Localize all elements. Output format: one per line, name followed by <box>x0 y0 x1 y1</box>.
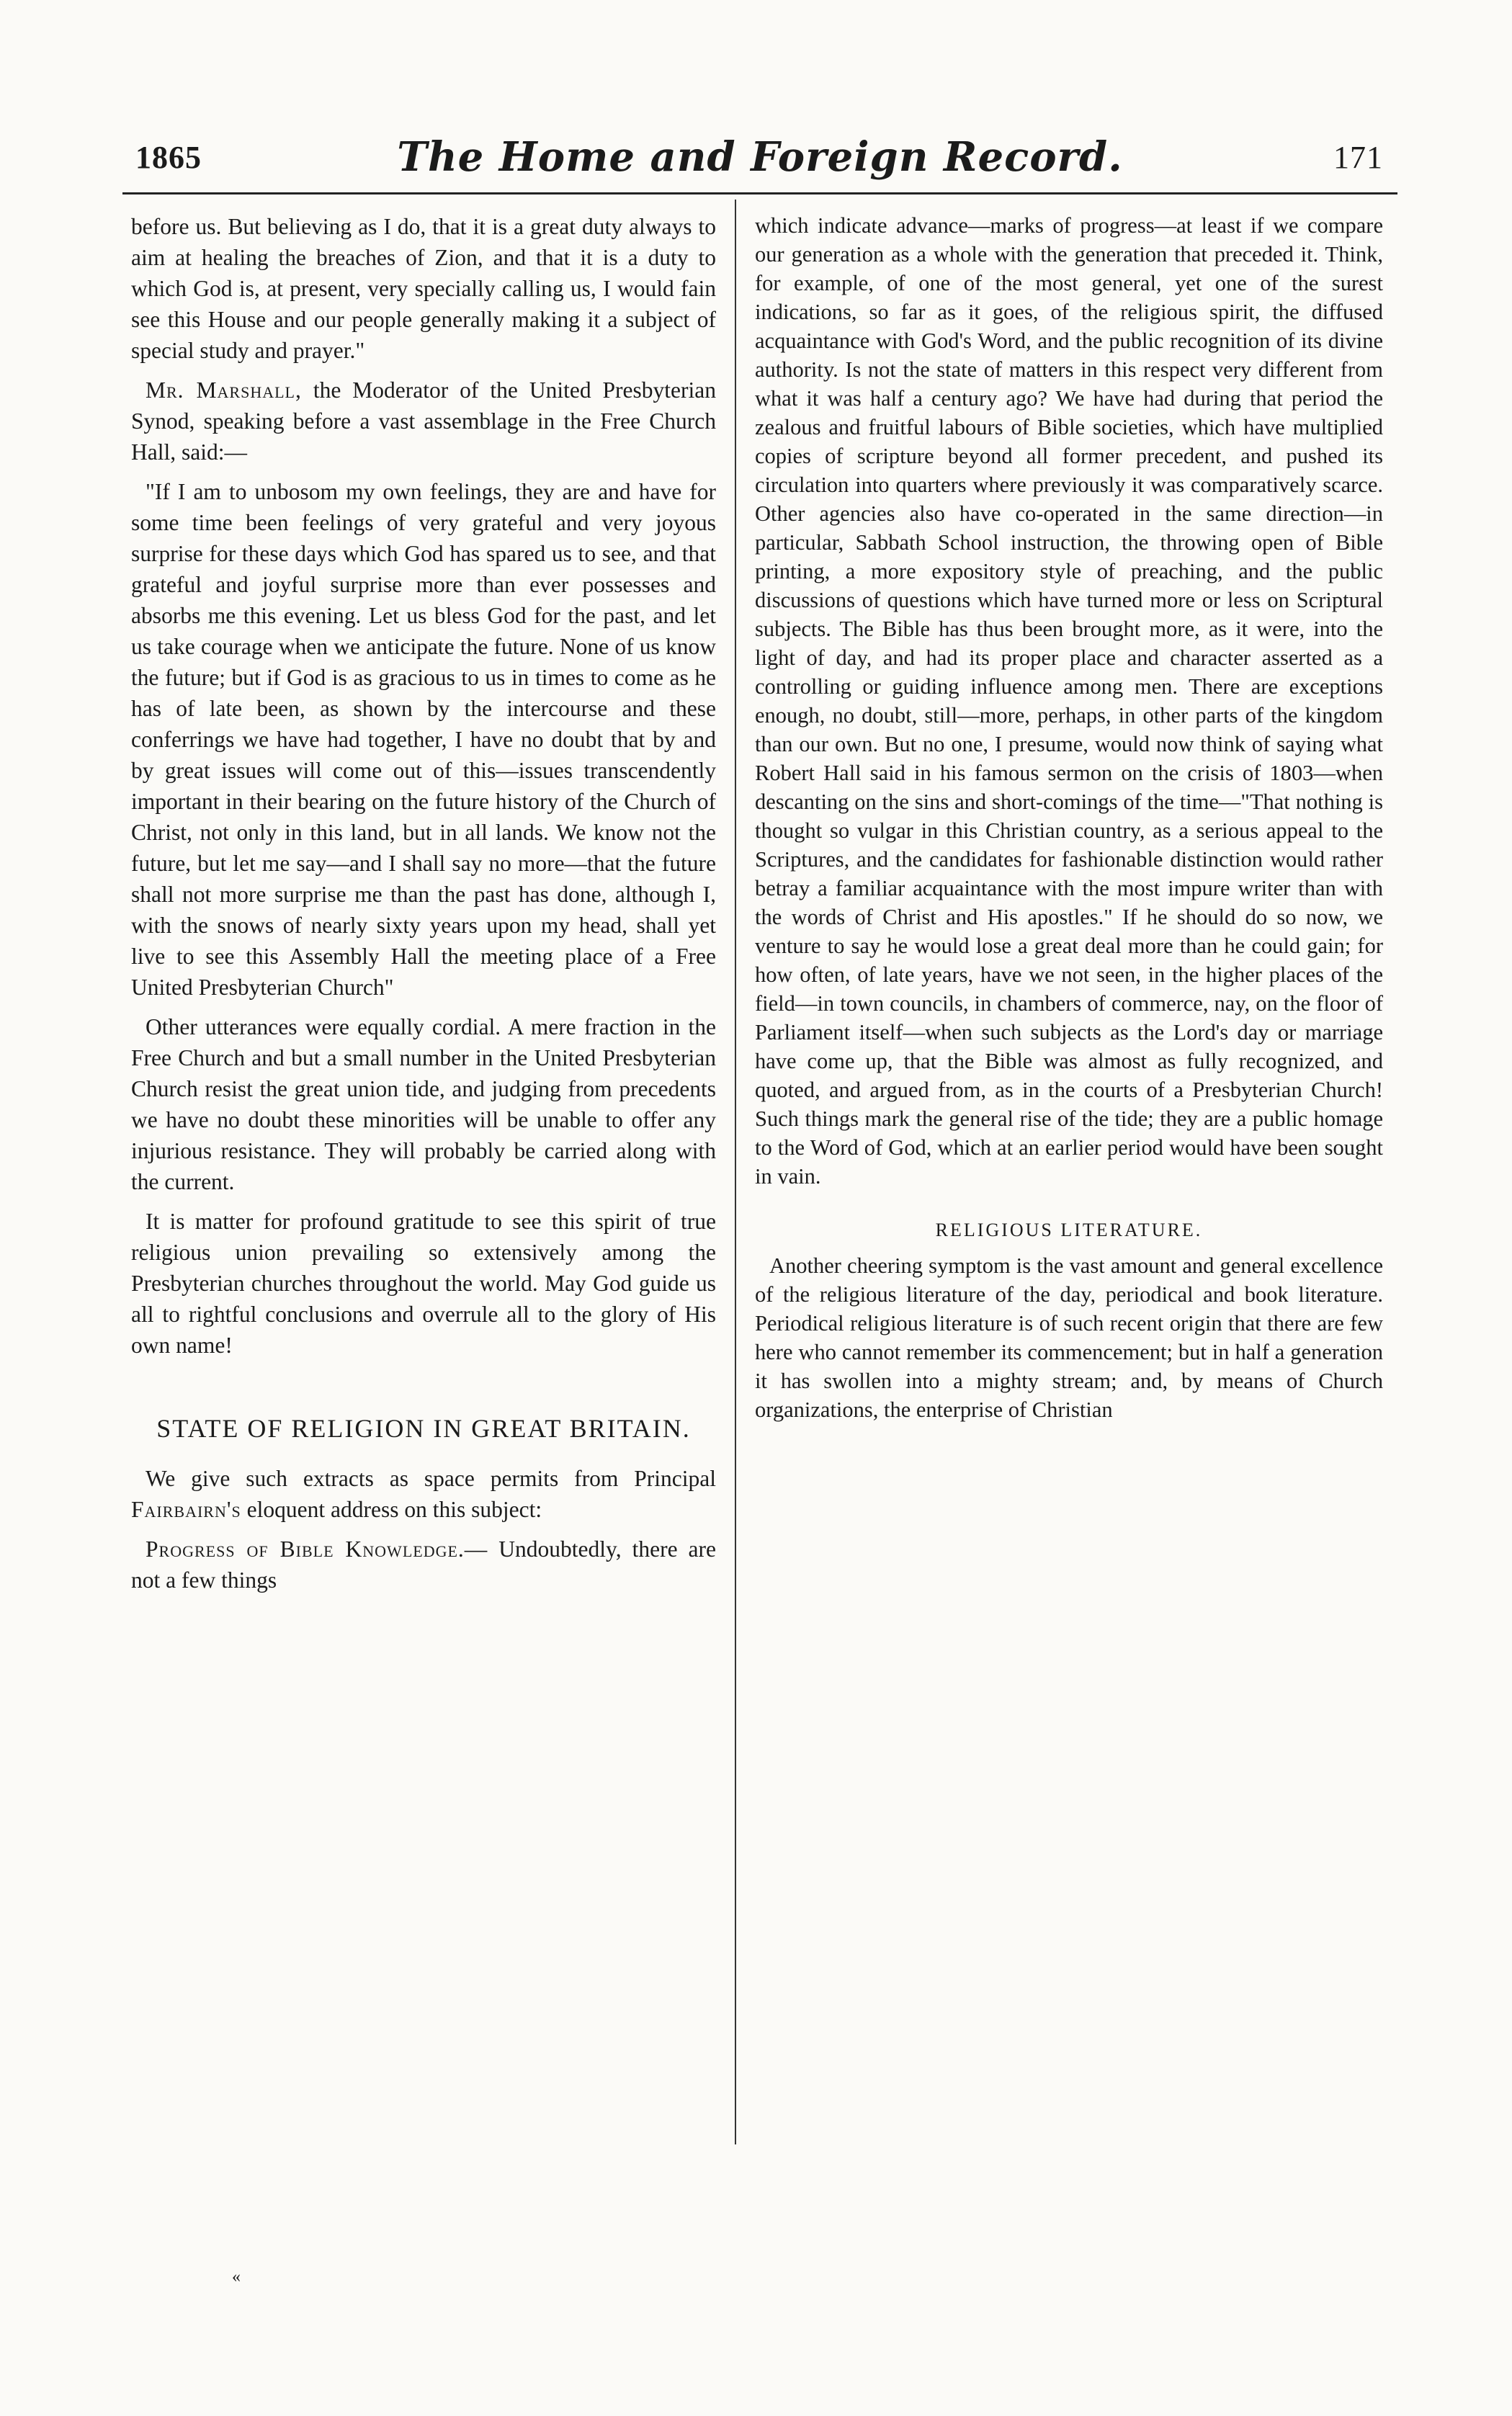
left-column <box>131 211 716 1596</box>
journal-title: The Home and Foreign Record. <box>397 133 1123 181</box>
stray-mark: « <box>232 2268 241 2286</box>
page-number: 171 <box>1333 140 1383 175</box>
paragraph <box>131 375 716 467</box>
paragraph-text: Undoubtedly, there are not a few things <box>131 1536 716 1593</box>
paragraph-text: We give such extracts as space permits from Principal <box>146 1466 716 1491</box>
paragraph: Other utterances were equally cordial. A mere fraction in the Free Church and but a small number in the United Presbyterian Church resist the great union tide, and judging from precedents we have no doubt these minorities will be unable to offer any injurious resistance. They will probably be carried along with the current. <box>131 1014 716 1194</box>
journal-page <box>122 133 1397 2294</box>
header-year: 1865 <box>135 140 202 175</box>
paragraph: before us. But believing as I do, that it is a great duty always to aim at healing the breaches of Zion, and that it is a duty to which God is, at present, very specially calling us, I would fain see this House and our people generally making it a subject of special study and prayer." <box>131 214 716 363</box>
paragraph: Another cheering symptom is the vast amount and general excellence of the religious literature of the day, periodical and book literature. Periodical religious literature is of such recent origin that there are few here who cannot remember its commencement; but in half a generation it has swollen into a mighty stream; and, by means of Church organizations, the enterprise of Christian <box>755 1253 1383 1422</box>
paragraph-text: the Moderator of the United Presbyterian Synod, speaking before a vast assemblage in the Free Church Hall, said:— <box>131 377 716 465</box>
author-name: Fairbairn's <box>131 1497 241 1522</box>
paragraph: It is matter for profound gratitude to see this spirit of true religious union prevailing so extensively among the Presbyterian churches throughout the world. May God guide us all to rightful conclusions and overrule all to the glory of His own name! <box>131 1209 716 1358</box>
column-divider <box>735 200 736 2144</box>
run-in-heading: Progress of Bible Knowledge.— <box>146 1536 488 1562</box>
paragraph-text: eloquent address on this subject: <box>241 1497 542 1522</box>
quotation-paragraph: "If I am to unbosom my own feelings, they are and have for some time been feelings of very grateful and very joyous surprise for these days which God has spared us to see, and that grateful and joyful surprise more than ever possesses and absorbs me this evening. Let us bless God for the past, and let us take courage when we anticipate the future. None of us know the future; but if God is as gracious to us in times to come as he has of late been, as shown by the intercourse and these conferrings we have had together, I have no doubt that by and by great issues will come out of this—issues transcendently important in their bearing on the future history of the Church of Christ, not only in this land, but in all lands. We know not the future, but let me say—and I shall say no more—that the future shall not more surprise me than the past has done, although I, with the snows of nearly sixty years upon my head, shall yet live to see this Assembly Hall the meeting place of a Free United Presbyterian Church" <box>131 479 716 1000</box>
running-head <box>122 133 1397 191</box>
paragraph: which indicate advance—marks of progress—at least if we compare our generation as a whole with the generation that preceded it. Think, for example, of one of the most general, yet one of the surest indications, so far as it goes, of the religious spirit, the diffused acquaintance with God's Word, and the public recognition of its divine authority. Is not the state of matters in this respect very different from what it was half a century ago? We have had during that period the zealous and fruitful labours of Bible societies, which have multiplied copies of scripture beyond all former precedent, and pushed its circulation into quarters where previously it was comparatively scarce. Other agencies also have co-operated in the same direction—in particular, Sabbath School instruction, the throwing open of Bible printing, a more expository style of preaching, and the public discussions of questions which have turned more or less on Scriptural subjects. The Bible has thus been brought more, as it were, into the light of day, and had its proper place and character asserted as a controlling or guiding influence among men. There are exceptions enough, no doubt, still—more, perhaps, in other parts of the kingdom than our own. But no one, I presume, would now think of saying what Robert Hall said in his famous sermon on the crisis of 1803—when descanting on the sins and short-comings of the time—"That nothing is thought so vulgar in this Christian country, as a serious appeal to the Scriptures, and the candidates for fashionable distinction would rather betray a familiar acquaintance with the most impure writer than with the words of Christ and His apostles." If he should do so now, we venture to say he would lose a great deal more than he could gain; for how often, of late years, have we not seen, in the higher places of the field—in town councils, in chambers of commerce, nay, on the floor of Parliament itself—when such subjects as the Lord's day or marriage have come up, that the Bible was almost as fully recognized, and quoted, and argued from, as in the courts of a Presbyterian Church! Such things mark the general rise of the tide; they are a public homage to the Word of God, which at an earlier period would have been sought in vain. <box>755 213 1383 1189</box>
speaker-name: Mr. Marshall, <box>146 377 302 403</box>
paragraph <box>131 1534 716 1596</box>
paragraph <box>131 1463 716 1525</box>
section-title: STATE OF RELIGION IN GREAT BRITAIN. <box>156 1414 691 1443</box>
header-rule <box>122 192 1397 194</box>
subheading: RELIGIOUS LITERATURE. <box>935 1220 1203 1240</box>
right-column <box>755 211 1383 1424</box>
